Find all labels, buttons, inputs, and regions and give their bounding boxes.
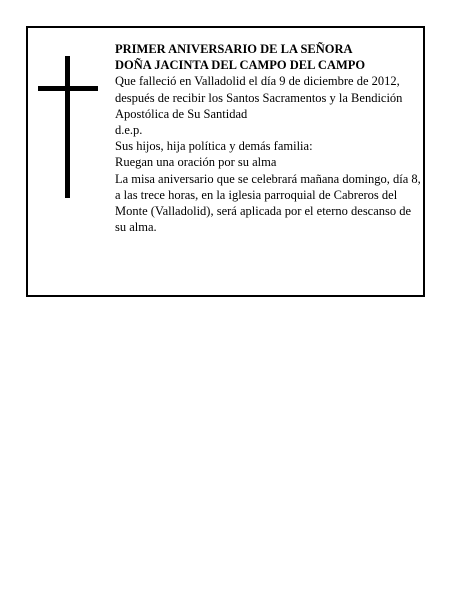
notice-heading-line1: PRIMER ANIVERSARIO DE LA SEÑORA — [115, 42, 353, 56]
obituary-notice — [26, 26, 425, 297]
prayer-request: Ruegan una oración por su alma — [115, 155, 277, 170]
rip-abbreviation: d.e.p. — [115, 123, 143, 138]
cross-icon — [38, 56, 98, 198]
cross-vertical-bar — [65, 56, 70, 198]
notice-heading-line2: DOÑA JACINTA DEL CAMPO DEL CAMPO — [115, 58, 366, 73]
death-info: Que falleció en Valladolid el día 9 de diciembre de 2012, después de recibir los Santos Sacramentos y la Bendición Apostólica de Su Santidad — [115, 74, 403, 121]
notice-text — [115, 41, 423, 235]
cross-horizontal-bar — [38, 86, 98, 91]
mass-info: La misa aniversario que se celebrará mañana domingo, día 8, a las trece horas, en la iglesia parroquial de Cabreros del Monte (Valladolid), será aplicada por el eterno descanso de su alma. — [115, 171, 421, 235]
family-line: Sus hijos, hija política y demás familia: — [115, 139, 313, 154]
